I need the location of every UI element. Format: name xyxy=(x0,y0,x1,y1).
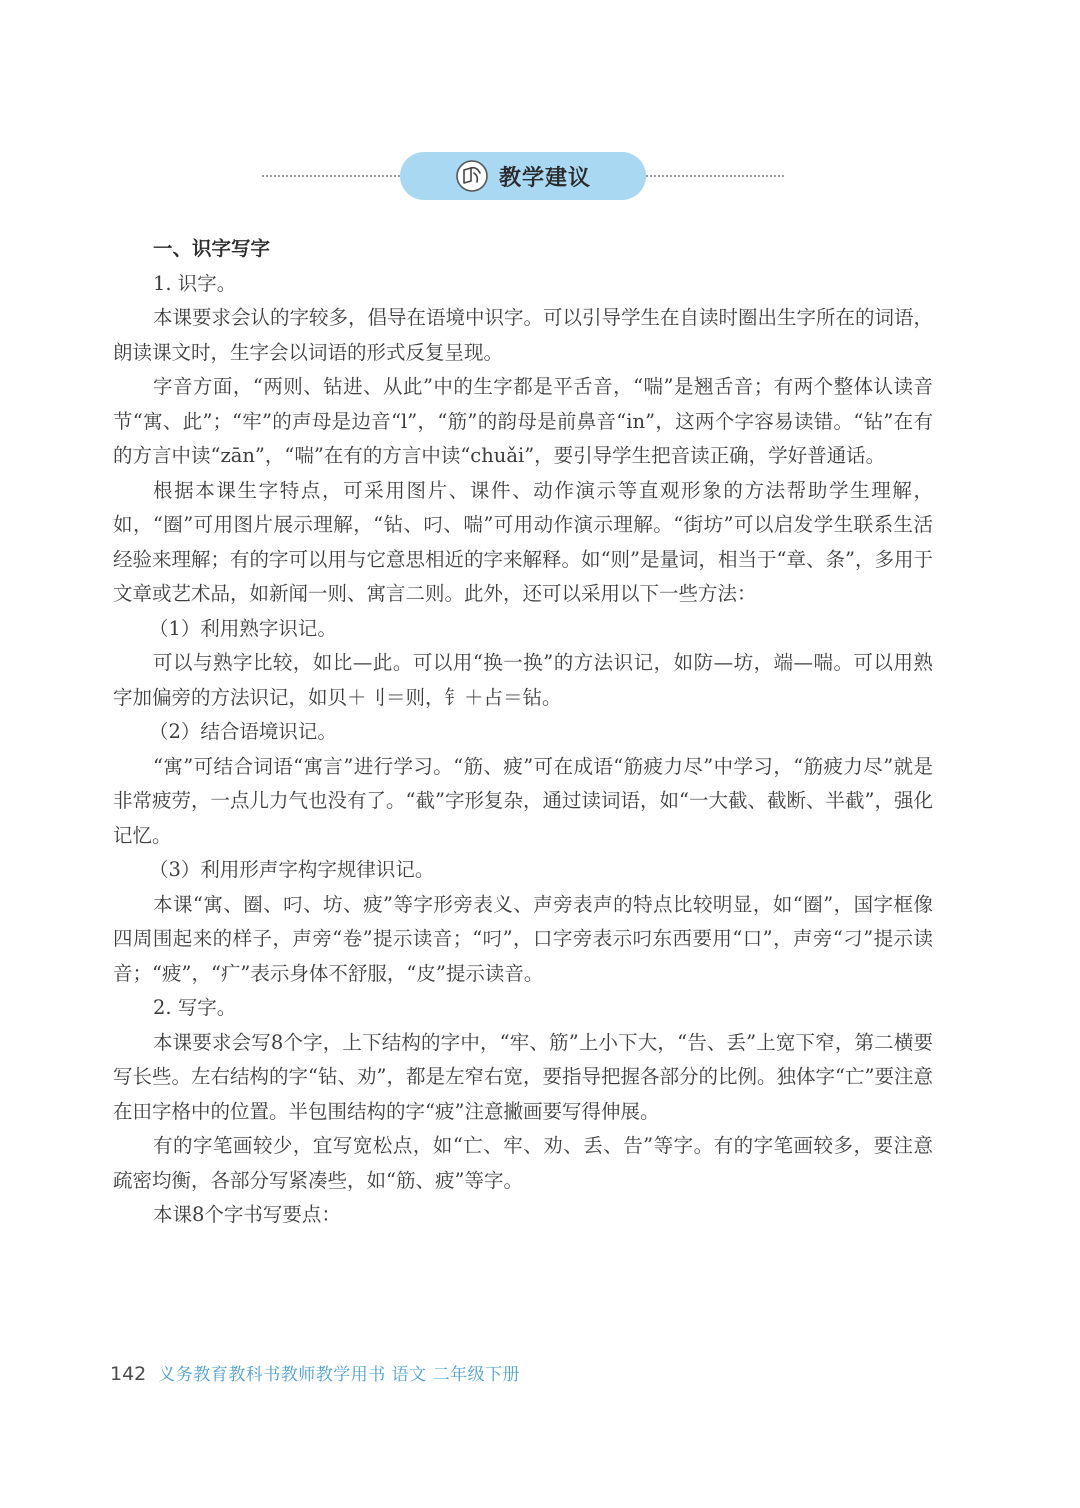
subheading-method-3: （3）利用形声字构字规律识记。 xyxy=(149,858,435,881)
paragraph: 有的字笔画较少，宜写宽松点，如“亡、牢、劝、丢、告”等字。有的字笔画较多，要注意疏密均衡，各部分写紧凑些，如“筋、疲”等字。 xyxy=(113,1134,933,1192)
body-text xyxy=(113,232,933,1233)
subheading-literacy: 1. 识字。 xyxy=(153,271,237,295)
banner-dotted-line-left xyxy=(262,175,400,177)
banner-pill xyxy=(400,152,646,200)
subheading-method-1: （1）利用熟字识记。 xyxy=(149,616,337,640)
paragraph: “寓”可结合词语“寓言”进行学习。“筋、疲”可在成语“筋疲力尽”中学习，“筋疲力尽”就是非常疲劳，一点儿力气也没有了。“截”字形复杂，通过读词语，如“一大截、截断、半截”，强化记忆。 xyxy=(113,754,933,847)
paragraph: 字音方面，“两则、钻进、从此”中的生字都是平舌音，“喘”是翘舌音；有两个整体认读音节“寓、此”；“牢”的声母是边音“l”，“筋”的韵母是前鼻音“in”，这两个字容易读错。“钻”在有的方言中读“zān”，“喘”在有的方言中读“chuǎi”，要引导学生把音读正确，学好普通话。 xyxy=(113,375,933,467)
paragraph: 本课“寓、圈、叼、坊、疲”等字形旁表义、声旁表声的特点比较明显，如“圈”，国字框像四周围起来的样子，声旁“卷”提示读音；“叼”，口字旁表示叼东西要用“口”，声旁“刁”提示读音；“疲”，“疒”表示身体不舒服，“皮”提示读音。 xyxy=(113,892,933,985)
teaching-icon xyxy=(455,159,489,193)
paragraph: 本课要求会写8个字，上下结构的字中，“牢、筋”上小下大，“告、丢”上宽下窄，第二横要写长些。左右结构的字“钻、劝”，都是左窄右宽，要指导把握各部分的比例。独体字“亡”要注意在田字格中的位置。半包围结构的字“疲”注意撇画要写得伸展。 xyxy=(113,1030,933,1123)
banner-title: 教学建议 xyxy=(498,165,591,191)
paragraph: 可以与熟字比较，如比—此。可以用“换一换”的方法识记，如防—坊，端—喘。可以用熟字加偏旁的方法识记，如贝＋刂＝则，钅＋占＝钻。 xyxy=(113,651,933,709)
section-banner xyxy=(262,152,784,200)
paragraph: 本课8个字书写要点： xyxy=(153,1203,341,1226)
page-footer xyxy=(110,1360,520,1385)
page-number: 142 xyxy=(110,1363,147,1385)
section-title: 一、识字写字 xyxy=(153,237,271,260)
paragraph: 根据本课生字特点，可采用图片、课件、动作演示等直观形象的方法帮助学生理解，如，“圈”可用图片展示理解，“钻、叼、喘”可用动作演示理解。“街坊”可以启发学生联系生活经验来理解；有的字可以用与它意思相近的字来解释。如“则”是量词，相当于“章、条”，多用于文章或艺术品，如新闻一则、寓言二则。此外，还可以采用以下一些方法： xyxy=(113,478,933,605)
paragraph: 本课要求会认的字较多，倡导在语境中识字。可以引导学生在自读时圈出生字所在的词语，朗读课文时，生字会以词语的形式反复呈现。 xyxy=(113,306,934,364)
subheading-method-2: （2）结合语境识记。 xyxy=(149,720,337,743)
subheading-writing: 2. 写字。 xyxy=(153,996,237,1019)
book-title: 义务教育教科书教师教学用书 语文 二年级下册 xyxy=(158,1365,521,1385)
banner-dotted-line-right xyxy=(646,175,784,177)
